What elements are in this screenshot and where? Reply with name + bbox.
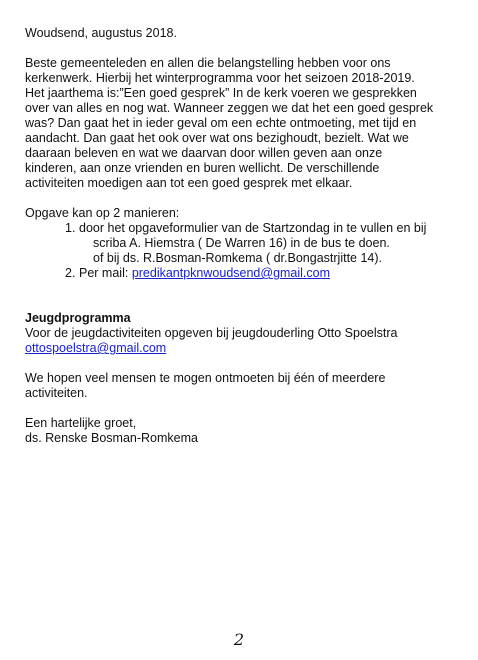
list-item-line: door het opgaveformulier van de Startzondag in te vullen en bij [79, 221, 427, 235]
intro-line: Beste gemeenteleden en allen die belangstelling hebben voor ons [25, 56, 391, 70]
intro-line: activiteiten moedigen aan tot een goed gesprek met elkaar. [25, 176, 353, 190]
mail-label: Per mail: [79, 266, 129, 280]
list-number: 1. [65, 221, 76, 235]
intro-line: was? Dan gaat het in ieder geval om een echte ontmoeting, met tijd en [25, 116, 417, 130]
signup-intro: Opgave kan op 2 manieren: [25, 206, 180, 220]
intro-line: aandacht. Dan gaat het ook over wat ons bezighoudt, bezielt. Wat we [25, 131, 409, 145]
closing-line: We hopen veel mensen te mogen ontmoeten bij één of meerdere [25, 371, 386, 385]
intro-line: over van alles en nog wat. Wanneer zeggen we dat het een goed gesprek [25, 101, 434, 115]
intro-line: daaraan beleven en wat we daarvan door willen geven aan onze [25, 146, 383, 160]
intro-line: kinderen, aan onze vrienden en buren wellicht. De verschillende [25, 161, 380, 175]
intro-paragraph [25, 56, 465, 191]
place-date: Woudsend, augustus 2018. [25, 26, 177, 40]
list-item-line: scriba A. Hiemstra ( De Warren 16) in de bus te doen. [93, 236, 390, 250]
page-number: 2 [233, 630, 245, 649]
pastor-email-link[interactable]: predikantpknwoudsend@gmail.com [131, 266, 331, 280]
list-item [65, 266, 465, 281]
youth-email-link[interactable]: ottospoelstra@gmail.com [25, 341, 167, 355]
signature: ds. Renske Bosman-Romkema [25, 431, 198, 445]
youth-text: Voor de jeugdactiviteiten opgeven bij jeugdouderling Otto Spoelstra [25, 326, 398, 340]
intro-line: Het jaarthema is:”Een goed gesprek” In de kerk voeren we gesprekken [25, 86, 417, 100]
list-number: 2. [65, 266, 76, 280]
list-item [65, 221, 465, 266]
intro-line: kerkenwerk. Hierbij het winterprogramma voor het seizoen 2018-2019. [25, 71, 415, 85]
closing-line: activiteiten. [25, 386, 88, 400]
letter-body [25, 26, 465, 446]
signup-list [65, 221, 465, 281]
greeting: Een hartelijke groet, [25, 416, 137, 430]
list-item-line: of bij ds. R.Bosman-Romkema ( dr.Bongastrjitte 14). [93, 251, 383, 265]
youth-heading: Jeugdprogramma [25, 311, 131, 325]
